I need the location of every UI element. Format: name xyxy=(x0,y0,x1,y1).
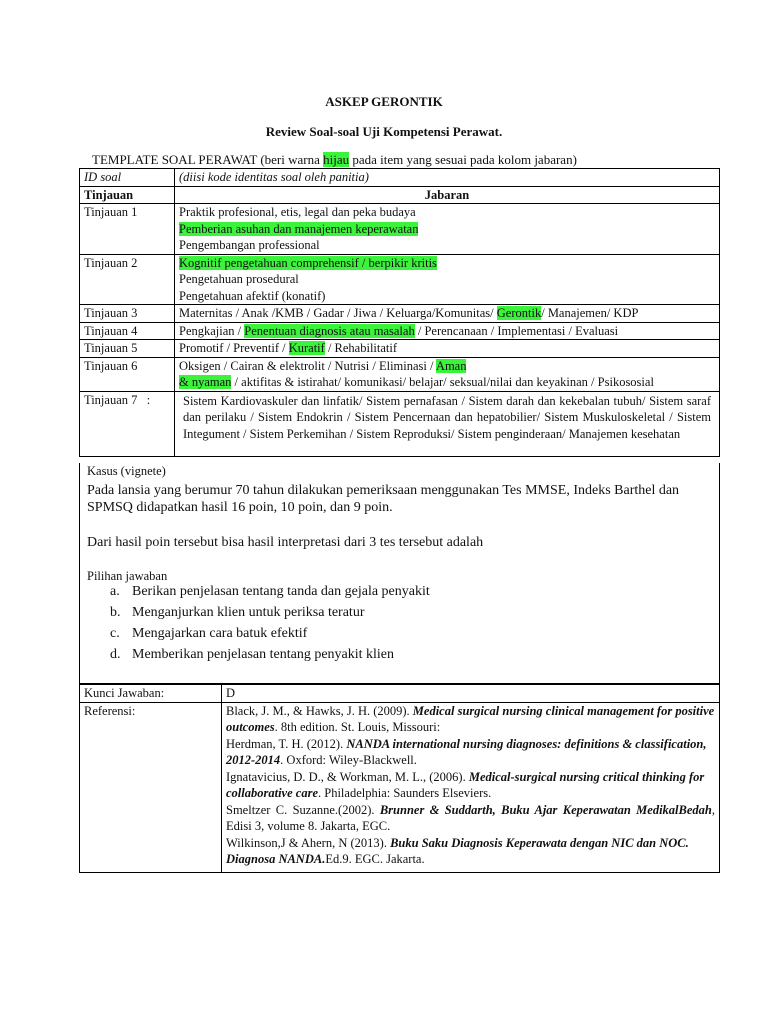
tinjauan-1-jabaran xyxy=(175,204,720,255)
reference-item xyxy=(226,835,715,868)
tinjauan-6-label: Tinjauan 6 xyxy=(80,357,175,391)
template-instruction-text-end: pada item yang sesuai pada kolom jabaran) xyxy=(349,152,577,167)
highlight-word: hijau xyxy=(323,152,350,167)
tinjauan-7-row xyxy=(80,391,720,457)
tinjauan-7-label: Tinjauan 7 : xyxy=(80,391,175,457)
ref-publisher: . 8th edition. St. Louis, Missouri: xyxy=(274,720,441,734)
reference-item xyxy=(226,703,715,736)
option-text: Mengajarkan cara batuk efektif xyxy=(132,626,308,641)
kasus-question: Dari hasil poin tersebut bisa hasil interpretasi dari 3 tes tersebut adalah xyxy=(87,535,484,550)
review-table xyxy=(79,168,720,457)
reference-label: Referensi: xyxy=(80,702,222,872)
option-c xyxy=(110,626,307,642)
tinjauan-2-jabaran xyxy=(175,254,720,305)
tinjauan-4-row xyxy=(80,322,720,340)
jabaran-line xyxy=(179,374,715,391)
tinjauan-5-jabaran xyxy=(175,340,720,358)
tinjauan-1-label: Tinjauan 1 xyxy=(80,204,175,255)
highlight-text: & nyaman xyxy=(179,375,232,389)
answer-value: D xyxy=(222,685,720,703)
answer-row xyxy=(80,685,720,703)
jabaran-item: Pengetahuan prosedural xyxy=(179,272,299,286)
option-letter: b. xyxy=(110,605,121,620)
kasus-label: Kasus (vignete) xyxy=(87,464,166,478)
highlight-text: Kognitif pengetahuan comprehensif / berpikir kritis xyxy=(179,255,437,270)
id-soal-desc: (diisi kode identitas soal oleh panitia) xyxy=(175,169,720,187)
ref-author: Herdman, T. H. (2012). xyxy=(226,736,347,751)
highlight-text: Kuratif xyxy=(288,341,325,355)
ref-author: Ignatavicius, D. D., & Workman, M. L., (2006). xyxy=(226,769,469,784)
option-letter: a. xyxy=(110,584,120,599)
tinjauan-3-row xyxy=(80,305,720,323)
jabaran-text: Promotif / Preventif / xyxy=(179,341,289,355)
reference-row xyxy=(80,702,720,872)
jabaran-item-selected xyxy=(179,255,715,272)
tinjauan-1-row xyxy=(80,204,720,255)
reference-list xyxy=(222,702,720,872)
document-title: ASKEP GERONTIK xyxy=(325,94,443,109)
ref-author: Wilkinson,J & Ahern, N (2013). xyxy=(226,835,391,850)
option-text: Berikan penjelasan tentang tanda dan gejala penyakit xyxy=(132,584,430,599)
ref-title: Medical-surgical nursing critical thinking for collaborative care xyxy=(226,769,705,800)
tinjauan-6-jabaran xyxy=(175,357,720,391)
tinjauan-4-jabaran xyxy=(175,322,720,340)
ref-publisher: Ed.9. EGC. Jakarta. xyxy=(325,852,425,866)
reference-item xyxy=(226,802,715,835)
id-soal-row xyxy=(80,169,720,187)
jabaran-text: Maternitas / Anak /KMB / Gadar / Jiwa / Keluarga/Komunitas/ xyxy=(179,306,497,320)
reference-item xyxy=(226,736,715,769)
highlight-text: Pemberian asuhan dan manajemen keperawatan xyxy=(179,221,419,236)
answer-table xyxy=(79,684,720,873)
jabaran-item: Pengembangan professional xyxy=(179,238,320,252)
option-letter: c. xyxy=(110,626,120,641)
option-text: Menganjurkan klien untuk periksa teratur xyxy=(132,605,365,620)
jabaran-text: / Manajemen/ KDP xyxy=(541,306,639,320)
ref-publisher: . Oxford: Wiley-Blackwell. xyxy=(280,753,417,767)
tinjauan-2-label: Tinjauan 2 xyxy=(80,254,175,305)
jabaran-item: Pengetahuan afektif (konatif) xyxy=(179,288,326,303)
kasus-text-line-1: Pada lansia yang berumur 70 tahun dilakukan pemeriksaan menggunakan Tes MMSE, Indeks Barthel dan xyxy=(87,483,680,498)
tinjauan-4-label: Tinjauan 4 xyxy=(80,322,175,340)
reference-item xyxy=(226,769,715,802)
jabaran-text: / Perencanaan / Implementasi / Evaluasi xyxy=(414,323,619,338)
tinjauan-5-label: Tinjauan 5 xyxy=(80,340,175,358)
jabaran-text: / aktifitas & istirahat/ komunikasi/ belajar/ seksual/nilai dan keyakinan / Psikososial xyxy=(231,375,654,389)
tinjauan-7-jabaran: Sistem Kardiovaskuler dan linfatik/ Sistem pernafasan / Sistem darah dan kekebalan tubuh/ Sistem saraf dan perilaku / Sistem Endokrin / Sistem Pencernaan dan hepatobilier/ Sistem Muskuloskeletal / Sistem Integument / Sistem Perkemihan / Sistem Reproduksi/ Sistem penginderaan/ Manajemen kesehatan xyxy=(175,391,720,457)
tinjauan-3-jabaran xyxy=(175,305,720,323)
jabaran-text: Pengkajian / xyxy=(179,323,245,338)
option-a xyxy=(110,584,430,600)
ref-publisher: . Philadelphia: Saunders Elseviers. xyxy=(318,786,492,800)
header-tinjauan: Tinjauan xyxy=(80,186,175,204)
jabaran-item: Praktik profesional, etis, legal dan peka budaya xyxy=(179,205,416,219)
highlight-text: Gerontik xyxy=(496,306,542,320)
tinjauan-2-row xyxy=(80,254,720,305)
id-soal-label: ID soal xyxy=(80,169,175,187)
option-b xyxy=(110,605,364,621)
jabaran-line xyxy=(179,358,715,375)
ref-title: Buku Saku Diagnosis Keperawata dengan NIC dan NOC. Diagnosa NANDA. xyxy=(226,835,689,866)
kasus-box xyxy=(79,463,720,684)
highlight-text: Aman xyxy=(435,358,467,373)
answer-label: Kunci Jawaban: xyxy=(80,685,222,703)
highlight-text: Penentuan diagnosis atau masalah xyxy=(244,323,415,338)
ref-publisher: , Edisi 3, volume 8. Jakarta, EGC. xyxy=(226,802,715,833)
header-row xyxy=(80,186,720,204)
tinjauan-6-row xyxy=(80,357,720,391)
ref-author: Smeltzer C. Suzanne.(2002). xyxy=(226,802,380,817)
template-instruction xyxy=(92,152,577,168)
ref-author: Black, J. M., & Hawks, J. H. (2009). xyxy=(226,703,413,718)
ref-title: NANDA international nursing diagnoses: definitions & classification, 2012-2014 xyxy=(226,736,707,767)
ref-title: Brunner & Suddarth, Buku Ajar Keperawatan MedikalBedah xyxy=(379,802,712,817)
header-jabaran: Jabaran xyxy=(175,186,720,204)
jabaran-text: Oksigen / Cairan & elektrolit / Nutrisi / Eliminasi / xyxy=(179,358,436,373)
template-instruction-text: TEMPLATE SOAL PERAWAT (beri warna xyxy=(92,152,324,167)
jabaran-item-selected xyxy=(179,221,715,238)
ref-title: Medical surgical nursing clinical management for positive outcomes xyxy=(226,703,715,734)
option-letter: d. xyxy=(110,647,121,662)
document-subtitle: Review Soal-soal Uji Kompetensi Perawat. xyxy=(265,124,503,139)
option-d xyxy=(110,647,394,663)
option-text: Memberikan penjelasan tentang penyakit klien xyxy=(132,647,395,662)
kasus-text-line-2: SPMSQ didapatkan hasil 16 poin, 10 poin, dan 9 poin. xyxy=(87,500,393,515)
choices-label: Pilihan jawaban xyxy=(87,569,168,583)
tinjauan-3-label: Tinjauan 3 xyxy=(80,305,175,323)
jabaran-text: / Rehabilitatif xyxy=(324,341,398,355)
tinjauan-5-row xyxy=(80,340,720,358)
